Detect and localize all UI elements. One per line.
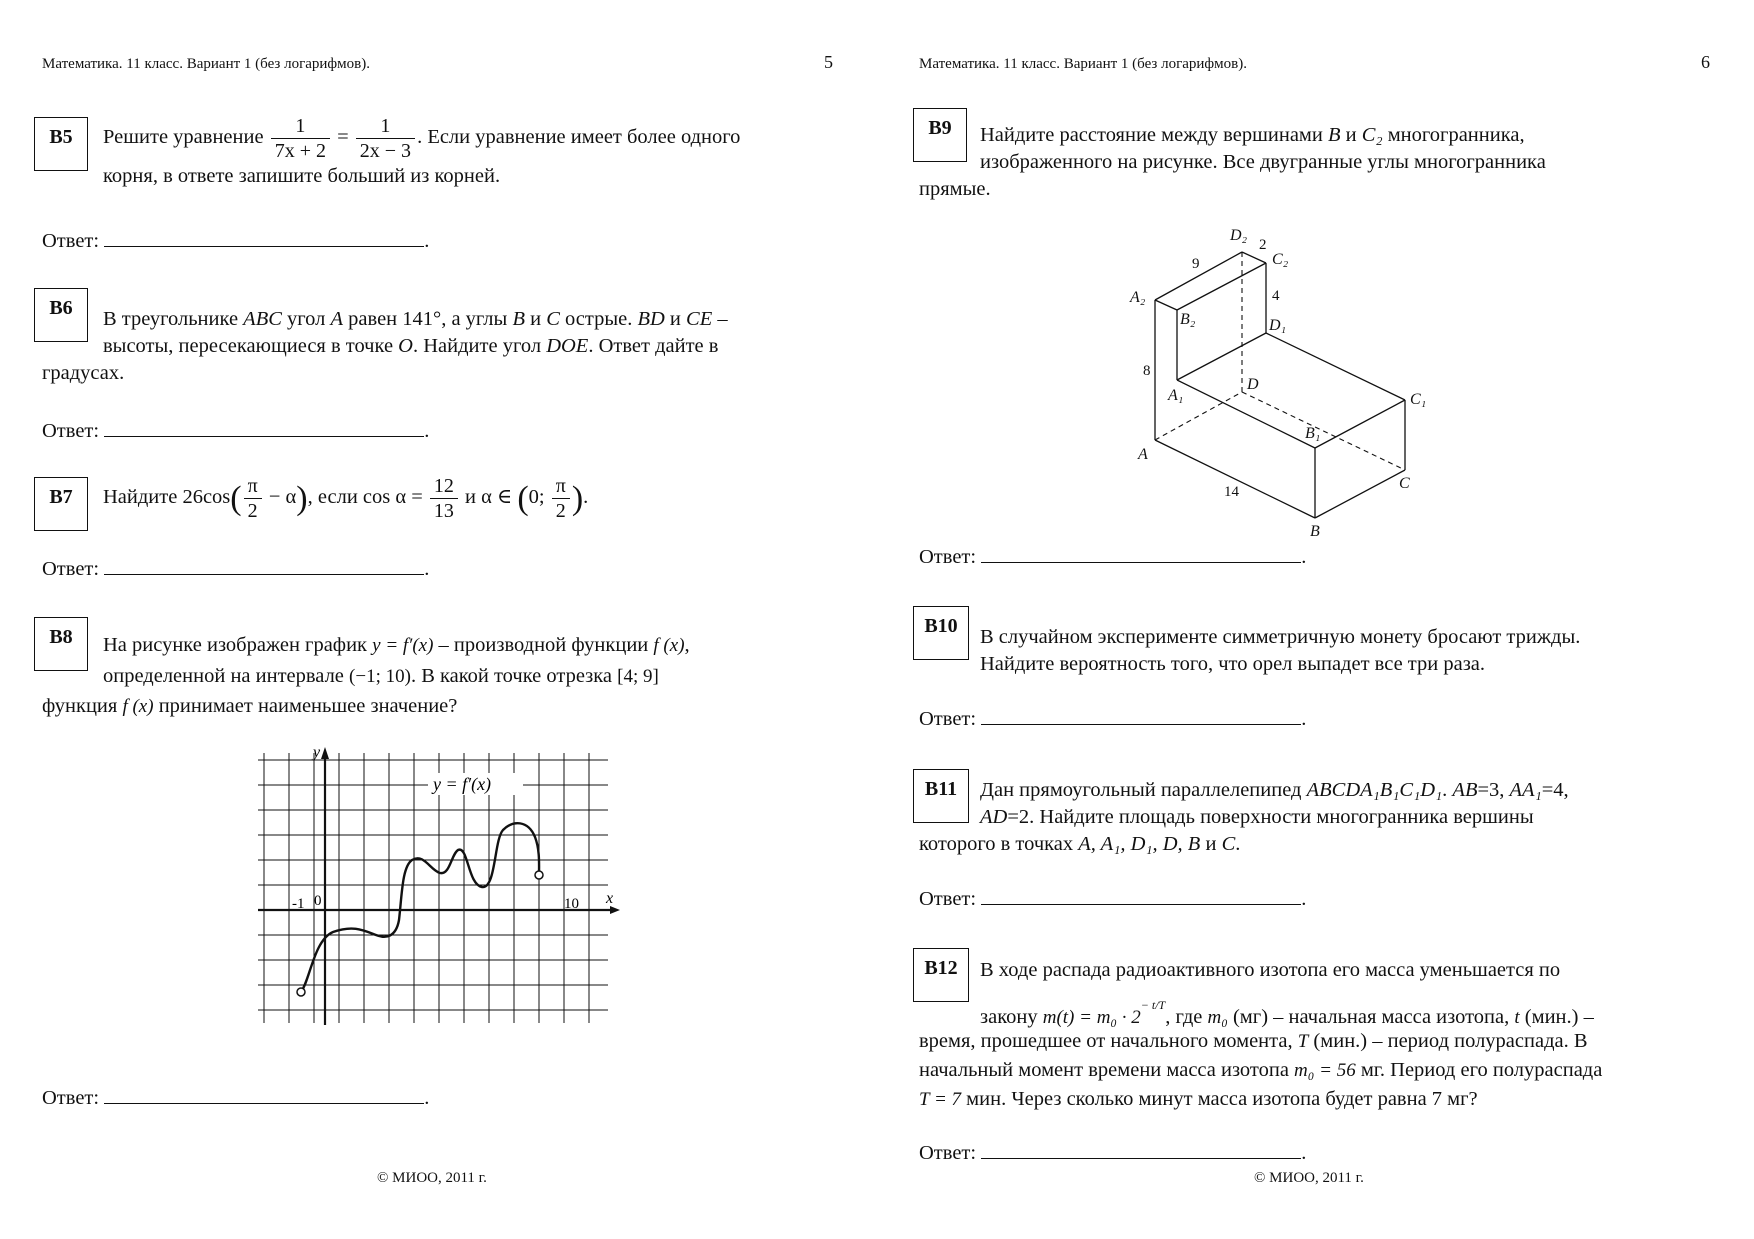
x-axis-arrow-icon — [610, 906, 620, 914]
answer-field-b11[interactable] — [981, 886, 1301, 905]
answer-end: . — [424, 558, 430, 580]
answer-end: . — [424, 1087, 430, 1109]
answer-end: . — [1301, 888, 1307, 910]
b8-l1-f: y = f′(x) — [372, 635, 434, 656]
vertex-d2: D₂ — [1230, 227, 1248, 244]
vertex-d: D — [1247, 376, 1259, 393]
b6-t2: угол — [281, 308, 331, 330]
edge-length-4: 4 — [1272, 288, 1280, 304]
b11-l3-1: которого в точках — [919, 833, 1079, 855]
answer-field-b10[interactable] — [981, 706, 1301, 725]
b9-l3: прямые. — [919, 178, 991, 200]
b7-t3: и α ∈ — [459, 486, 518, 509]
answer-b5 — [42, 228, 429, 253]
task-b6-text — [103, 306, 833, 360]
vertex-b: B — [1310, 523, 1320, 540]
answer-label: Ответ: — [42, 1087, 100, 1109]
answer-b9 — [919, 544, 1306, 569]
task-b10-text — [980, 624, 1710, 678]
answer-label: Ответ: — [42, 230, 100, 252]
b9-b: B — [1328, 124, 1341, 146]
open-endpoint-left — [297, 988, 305, 996]
b7-pi-num: π — [244, 474, 262, 499]
vertex-a: A — [1138, 446, 1148, 463]
answer-b11 — [919, 886, 1306, 911]
vertex-c1: C₁ — [1410, 391, 1427, 408]
b8-line3 — [42, 693, 457, 720]
vertex-a1: A₁ — [1168, 387, 1184, 404]
b6-c: C — [546, 308, 560, 330]
b6-a: A — [330, 308, 344, 330]
b11-aa1: AA₁ — [1509, 779, 1542, 801]
b7-int-num: π — [552, 474, 570, 499]
answer-field-b8[interactable] — [104, 1085, 424, 1104]
b6-t3: равен 141°, а углы — [343, 308, 513, 330]
b5-fraction-right — [356, 114, 415, 163]
edge-length-2: 2 — [1259, 237, 1267, 253]
b10-l2: Найдите вероятность того, что орел выпадет все три раза. — [980, 653, 1486, 675]
answer-label: Ответ: — [919, 708, 977, 730]
x-axis-label: x — [606, 890, 614, 907]
b6-line3: градусах. — [42, 362, 125, 384]
right-page — [877, 0, 1754, 1239]
b5-frac1-num: 1 — [271, 114, 330, 139]
answer-b10 — [919, 706, 1306, 731]
b8-l3-2: принимает наименьшее значение? — [153, 695, 458, 717]
b8-l3-1: функция — [42, 695, 123, 717]
polyhedron-hidden-edges — [1155, 252, 1405, 470]
answer-b6 — [42, 418, 429, 443]
b7-int-open: ( — [517, 480, 529, 517]
b9-l2: изображенного на рисунке. Все двугранные углы многогранника — [980, 151, 1546, 173]
y-axis-arrow-icon — [321, 747, 329, 759]
b6-t6: и — [664, 308, 687, 330]
b6-bd: BD — [637, 308, 665, 330]
task-label-b7: B7 — [34, 477, 88, 531]
vertex-b1: B₁ — [1305, 425, 1321, 442]
edge-length-14: 14 — [1224, 484, 1239, 500]
answer-label: Ответ: — [919, 546, 977, 568]
task-label-b9: B9 — [913, 108, 967, 162]
derivative-curve — [301, 823, 539, 992]
b7-paren-close: ) — [296, 480, 308, 517]
b7-paren-open: ( — [230, 480, 242, 517]
b12-l2-3: (мг) – начальная масса изотопа, — [1227, 1005, 1515, 1028]
answer-label: Ответ: — [919, 888, 977, 910]
b6-o: O — [398, 335, 413, 357]
b10-l1: В случайном эксперименте симметричную монету бросают трижды. — [980, 626, 1581, 648]
b12-m0: m₀ — [1207, 1006, 1228, 1028]
task-b12-line1: В ходе распада радиоактивного изотопа его масса уменьшается по — [980, 959, 1561, 981]
b11-pts: A, A₁, D₁, D, B — [1078, 833, 1201, 855]
b9-l1-2: многогранника, — [1382, 124, 1525, 146]
b9-l1-1: Найдите расстояние между вершинами — [980, 124, 1328, 146]
answer-label: Ответ: — [42, 558, 100, 580]
b5-fraction-left — [271, 114, 330, 163]
tick-10: 10 — [564, 896, 579, 912]
answer-end: . — [424, 230, 430, 252]
b9-polyhedron-figure — [1130, 222, 1442, 542]
b7-t2: , если cos α = — [307, 486, 423, 509]
b6-ce: CE — [686, 308, 713, 330]
b7-int-frac — [552, 474, 570, 523]
b8-derivative-graph — [258, 745, 618, 1030]
b6-line2-1: высоты, пересекающиеся в точке — [103, 335, 399, 357]
b8-l1-fx: f (x) — [653, 635, 685, 656]
b12-l4-1: начальный момент времени масса изотопа — [919, 1059, 1295, 1081]
b7-minus-alpha: − α — [263, 486, 297, 509]
page-footer: © МИОО, 2011 г. — [1254, 1170, 1364, 1186]
b6-line2-2: . Найдите угол — [412, 335, 547, 357]
b7-int-den: 2 — [555, 500, 566, 522]
tick-neg1: -1 — [292, 896, 305, 912]
b9-and: и — [1340, 124, 1362, 146]
page-footer: © МИОО, 2011 г. — [377, 1170, 487, 1186]
b12-t: t — [1514, 1006, 1520, 1028]
task-b12-line2 — [980, 998, 1710, 1031]
b12-l2-4: (мин.) – — [1519, 1005, 1594, 1028]
answer-end: . — [1301, 546, 1307, 568]
task-b7-text — [103, 474, 833, 523]
b7-pi-den: 2 — [247, 500, 258, 522]
b7-int-close: ) — [571, 480, 584, 517]
b12-l2-2: , где — [1165, 1005, 1208, 1028]
graph-function-label: y = f′(x) — [433, 774, 492, 794]
polyhedron-edges — [1155, 252, 1405, 518]
task-label-b10: B10 — [913, 606, 969, 660]
b12-m0eq: m₀ = 56 — [1294, 1060, 1356, 1081]
b12-l4-2: мг. Период его полураспада — [1355, 1059, 1603, 1081]
edge-length-8: 8 — [1143, 363, 1151, 379]
answer-field-b6[interactable] — [104, 418, 424, 437]
b7-cos-frac — [430, 474, 458, 523]
b5-equals: = — [337, 126, 349, 149]
b12-l2-1: закону — [980, 1005, 1043, 1028]
answer-field-b5[interactable] — [104, 228, 424, 247]
b6-t7: – — [712, 308, 728, 330]
b7-pi-frac — [244, 474, 262, 523]
task-label-b8: B8 — [34, 617, 88, 671]
b5-text-3: корня, в ответе запишите больший из корней. — [103, 165, 501, 187]
b6-line2-3: . Ответ дайте в — [588, 335, 719, 357]
task-b12-rest — [919, 1027, 1710, 1114]
b11-l3-2: и — [1200, 833, 1222, 855]
vertex-d1: D₁ — [1269, 317, 1287, 334]
b8-l2-1: определенной на интервале — [103, 665, 350, 687]
b8-l2-2: . В какой точке отрезка — [410, 665, 618, 687]
b11-l1-3: =3, — [1477, 779, 1510, 801]
b7-t1: Найдите 26cos — [103, 486, 231, 509]
tick-0: 0 — [314, 893, 322, 909]
b8-l2-int: (−1; 10) — [349, 666, 411, 687]
b7-t4: . — [583, 486, 589, 509]
task-b5-text — [103, 114, 833, 190]
edge-length-9: 9 — [1192, 256, 1200, 272]
task-label-b5: B5 — [34, 117, 88, 171]
task-label-b6: B6 — [34, 288, 88, 342]
b11-l2-1: =2. Найдите площадь поверхности многогранника вершины — [1007, 806, 1534, 828]
page-number: 5 — [824, 52, 833, 72]
b12-T: T — [1297, 1031, 1309, 1052]
answer-label: Ответ: — [919, 1142, 977, 1164]
b12-l3-2: (мин.) – период полураспада. В — [1308, 1030, 1588, 1052]
b8-l1-3: , — [684, 634, 690, 656]
b11-name: ABCDA₁B₁C₁D₁ — [1306, 779, 1443, 801]
answer-end: . — [1301, 1142, 1307, 1164]
b11-ad: AD — [980, 806, 1008, 828]
task-b9-text — [980, 122, 1710, 176]
b11-ab: AB — [1452, 779, 1478, 801]
page-header: Математика. 11 класс. Вариант 1 (без логарифмов). — [42, 56, 370, 72]
b6-doe: DOE — [546, 335, 589, 357]
vertex-c2: C₂ — [1272, 251, 1289, 268]
answer-field-b12[interactable] — [981, 1140, 1301, 1159]
b6-t1: В треугольнике — [103, 308, 244, 330]
answer-label: Ответ: — [42, 420, 100, 442]
b9-c2: C₂ — [1361, 124, 1383, 146]
b6-t5: острые. — [559, 308, 638, 330]
y-axis-label: y — [313, 744, 321, 761]
b8-l1-1: На рисунке изображен график — [103, 634, 373, 656]
b5-text-1: Решите уравнение — [103, 126, 264, 149]
answer-field-b7[interactable] — [104, 556, 424, 575]
b11-l1-2: . — [1442, 779, 1453, 801]
b5-frac1-den: 7x + 2 — [274, 140, 326, 162]
b5-text-2: . Если уравнение имеет более одного — [417, 126, 741, 149]
b12-exponent: − t/T — [1140, 998, 1166, 1012]
vertex-a2: A₂ — [1130, 289, 1146, 306]
page-header: Математика. 11 класс. Вариант 1 (без логарифмов). — [919, 56, 1247, 72]
b8-l2-seg: [4; 9] — [617, 666, 659, 687]
answer-end: . — [424, 420, 430, 442]
b12-l5-2: мин. Через сколько минут масса изотопа будет равна 7 мг? — [961, 1088, 1478, 1110]
b5-frac2-num: 1 — [356, 114, 415, 139]
b8-l3-fx: f (x) — [122, 696, 154, 717]
page-number: 6 — [1701, 52, 1710, 72]
b11-c: C — [1221, 833, 1236, 855]
task-b8-text — [103, 630, 833, 692]
b11-l3-3: . — [1235, 833, 1241, 855]
answer-b7 — [42, 556, 429, 581]
b12-l3-1: время, прошедшее от начального момента, — [919, 1030, 1298, 1052]
answer-end: . — [1301, 708, 1307, 730]
vertex-b2: B₂ — [1180, 311, 1196, 328]
b12-formula: m(t) = m₀ · 2 — [1042, 1006, 1141, 1028]
vertex-c: C — [1399, 475, 1410, 492]
open-endpoint-right — [535, 871, 543, 879]
b7-cos-den: 13 — [433, 500, 454, 522]
answer-b12 — [919, 1140, 1306, 1165]
b11-l1-4: =4, — [1541, 779, 1569, 801]
b8-l1-2: – производной функции — [433, 634, 654, 656]
task-label-b12: B12 — [913, 948, 969, 1002]
answer-b8 — [42, 1085, 429, 1110]
b11-line3 — [919, 831, 1240, 858]
task-label-b11: B11 — [913, 769, 969, 823]
answer-field-b9[interactable] — [981, 544, 1301, 563]
b11-l1-1: Дан прямоугольный параллелепипед — [980, 779, 1307, 801]
b5-frac2-den: 2x − 3 — [359, 140, 412, 162]
b6-abc: ABC — [243, 308, 282, 330]
b6-t4: и — [524, 308, 547, 330]
b12-l5-1: T = 7 — [919, 1089, 962, 1110]
b7-cos-num: 12 — [430, 474, 458, 499]
task-b11-text — [980, 777, 1710, 831]
b7-int-start: 0; — [528, 486, 550, 509]
b6-b: B — [512, 308, 525, 330]
